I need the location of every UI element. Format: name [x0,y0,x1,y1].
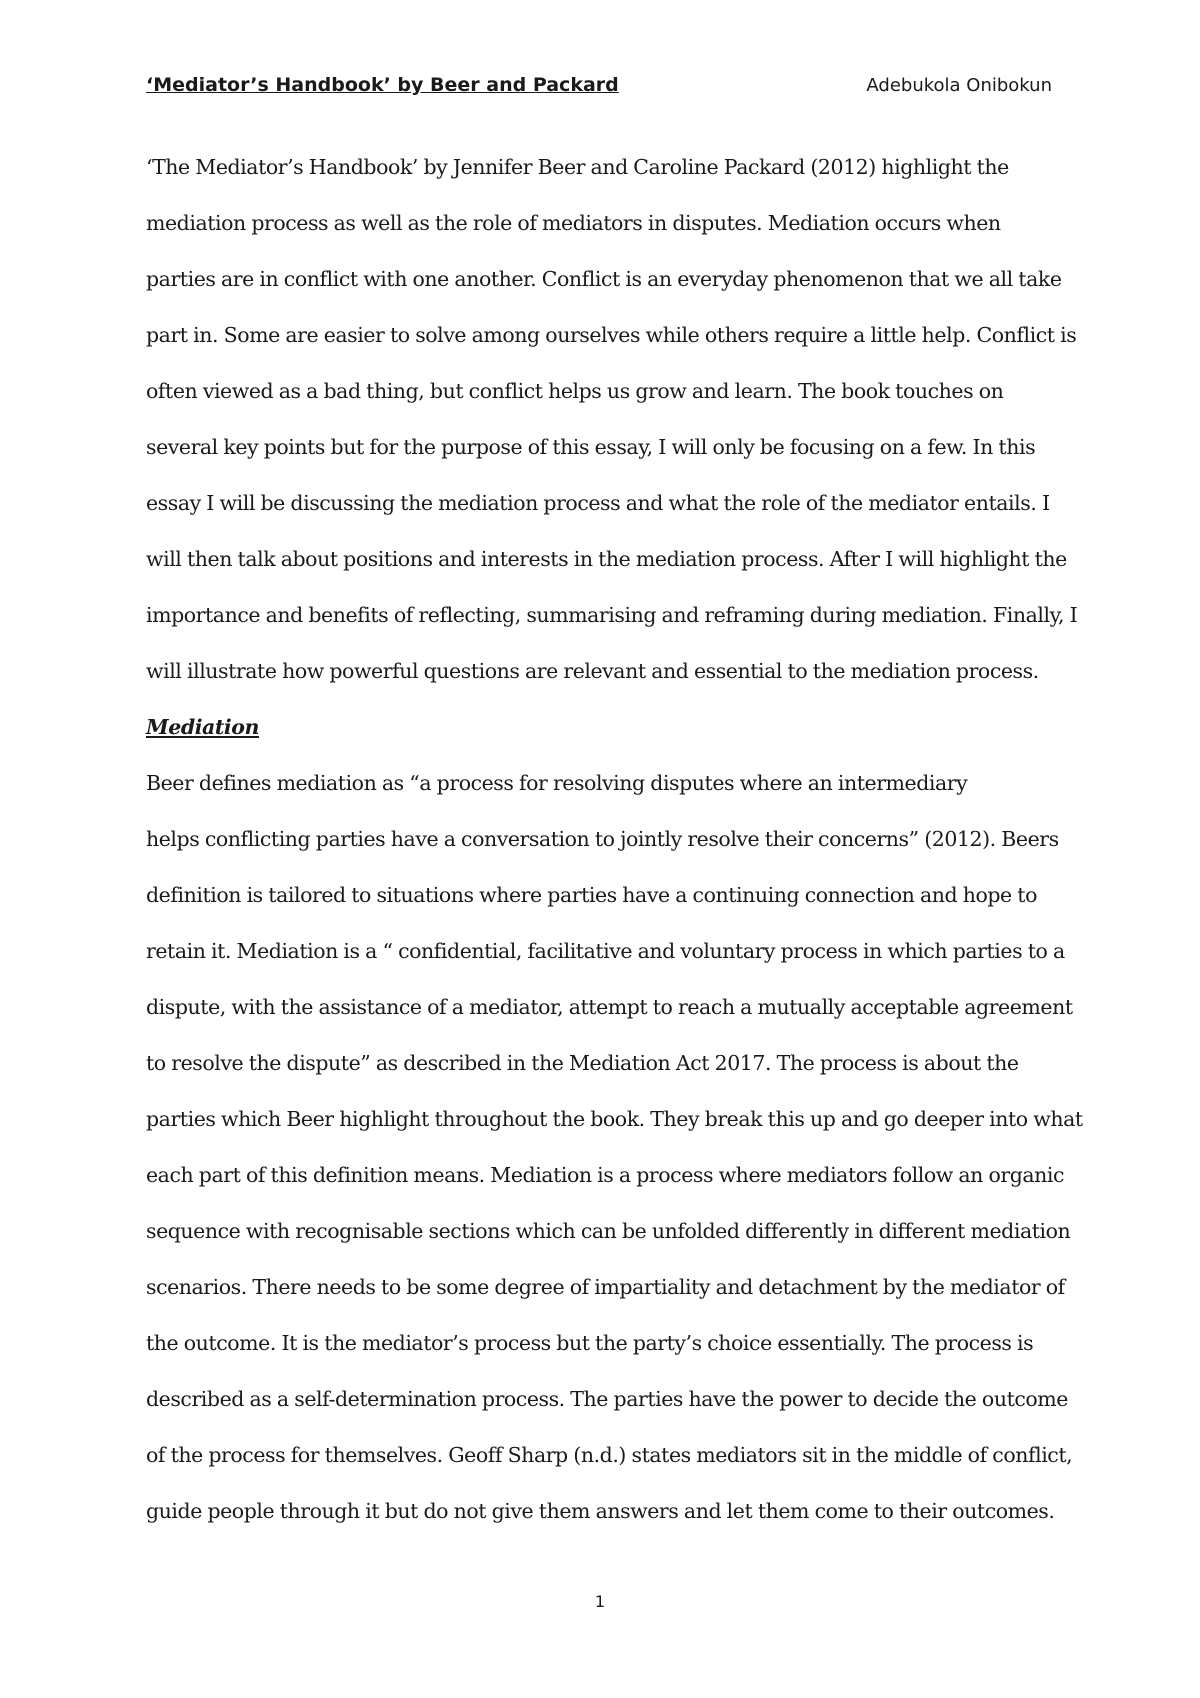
paragraph-line: retain it. Mediation is a “ confidential, facilitative and voluntary process in which parties to a [146,939,1065,963]
paragraph-line: part in. Some are easier to solve among ourselves while others require a little help. Conflict is [146,323,1077,347]
paragraph-line: to resolve the dispute” as described in the Mediation Act 2017. The process is about the [146,1051,1019,1075]
paragraph-line: the outcome. It is the mediator’s process but the party’s choice essentially. The process is [146,1331,1034,1355]
paragraph-line: sequence with recognisable sections which can be unfolded differently in different mediation [146,1219,1071,1243]
paragraph-line: definition is tailored to situations where parties have a continuing connection and hope to [146,883,1037,907]
paragraph-line: described as a self-determination process. The parties have the power to decide the outcome [146,1387,1068,1411]
header-author: Adebukola Onibokun [866,75,1052,96]
paragraph-line: dispute, with the assistance of a mediator, attempt to reach a mutually acceptable agreement [146,995,1073,1019]
paragraph-line: essay I will be discussing the mediation process and what the role of the mediator entails. I [146,491,1050,515]
paragraph-line: scenarios. There needs to be some degree of impartiality and detachment by the mediator of [146,1275,1065,1299]
paragraph-line: often viewed as a bad thing, but conflict helps us grow and learn. The book touches on [146,379,1004,403]
paragraph-line: ‘The Mediator’s Handbook’ by Jennifer Beer and Caroline Packard (2012) highlight the [146,155,1009,179]
paragraph-line: Beer defines mediation as “a process for resolving disputes where an intermediary [146,771,968,795]
section-heading-line [146,699,1066,755]
paragraph-line: helps conflicting parties have a conversation to jointly resolve their concerns” (2012). Beers [146,827,1059,851]
paragraph-line: guide people through it but do not give them answers and let them come to their outcomes. [146,1499,1055,1523]
body-text [146,139,1083,1539]
paragraph-line: each part of this definition means. Mediation is a process where mediators follow an organic [146,1163,1065,1187]
section-heading: Mediation [146,715,259,739]
paragraph-line: parties are in conflict with one another. Conflict is an everyday phenomenon that we all take [146,267,1062,291]
paragraph-line: parties which Beer highlight throughout the book. They break this up and go deeper into what [146,1107,1083,1131]
paragraph-line: of the process for themselves. Geoff Sharp (n.d.) states mediators sit in the middle of conflict, [146,1443,1073,1467]
page-header [146,74,1052,102]
paragraph-line: will illustrate how powerful questions are relevant and essential to the mediation process. [146,659,1039,683]
paragraph-line: several key points but for the purpose of this essay, I will only be focusing on a few. In this [146,435,1036,459]
page-number: 1 [594,1592,606,1611]
header-title: ‘Mediator’s Handbook’ by Beer and Packard [146,74,619,96]
paragraph-line: importance and benefits of reflecting, summarising and reframing during mediation. Finally, I [146,603,1078,627]
paragraph-line: will then talk about positions and interests in the mediation process. After I will highlight the [146,547,1067,571]
paragraph-line: mediation process as well as the role of mediators in disputes. Mediation occurs when [146,211,1001,235]
